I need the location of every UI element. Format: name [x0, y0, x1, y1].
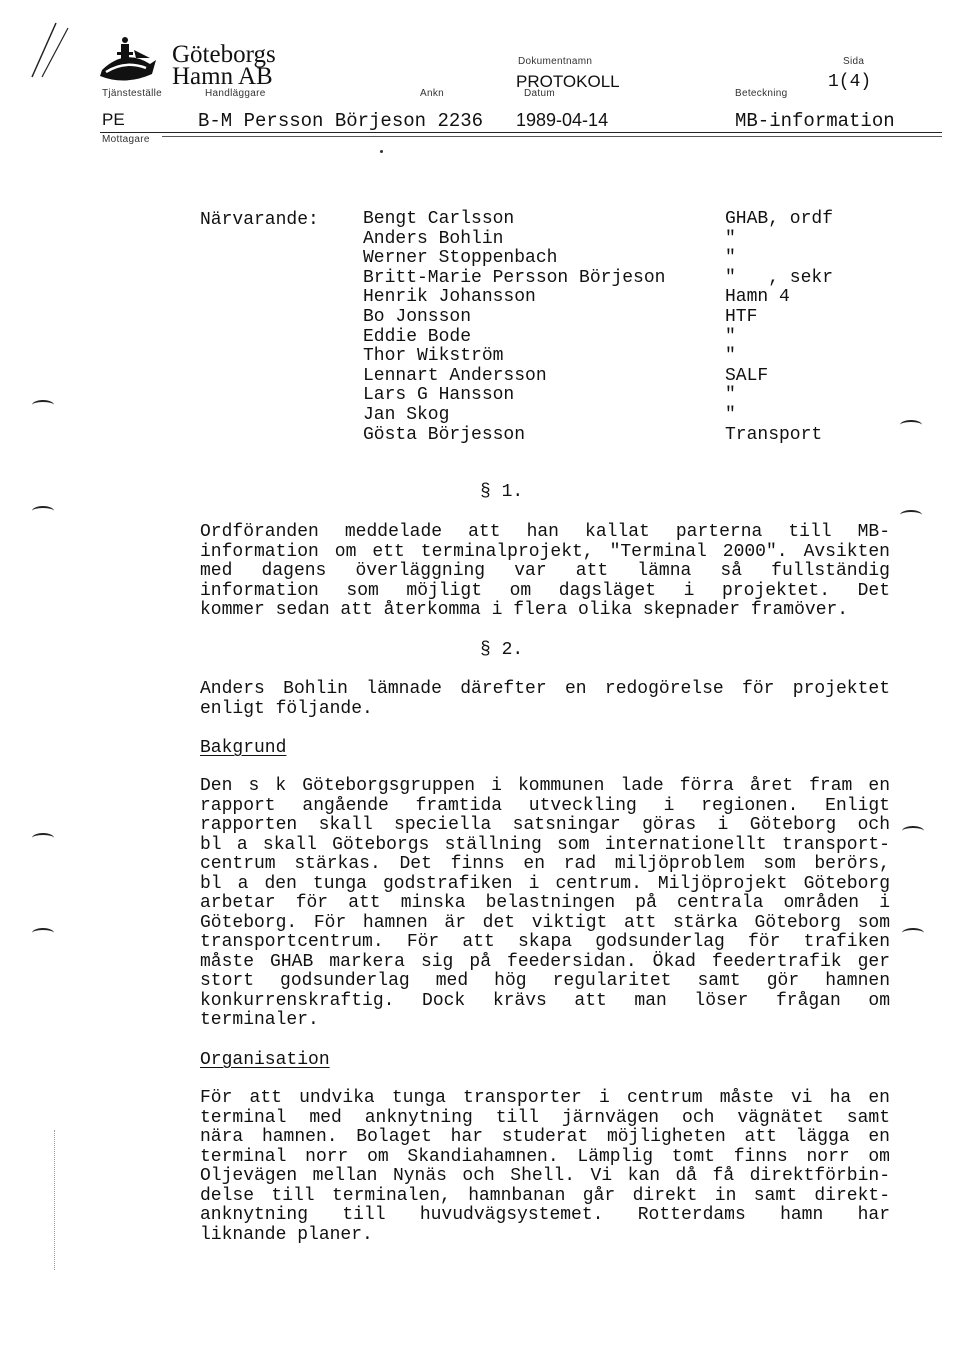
attendee-organisation: " — [725, 385, 736, 406]
designation-value: MB-information — [735, 110, 895, 132]
margin-mark — [900, 420, 922, 430]
organisation-line: terminal med anknytning till järnvägen och vägnätet samt — [200, 1107, 890, 1128]
organisation-text — [200, 1089, 890, 1245]
attendee-organisation: " — [725, 228, 736, 249]
section-2-heading: § 2. — [480, 640, 524, 660]
margin-mark — [32, 928, 54, 938]
margin-mark — [902, 928, 924, 938]
corner-mark — [24, 20, 74, 80]
organisation-line: nära hamnen. Bolaget har studerat möjligheten att lägga en — [200, 1127, 890, 1147]
company-logo — [92, 30, 162, 88]
organisation-line: terminal norr om Skandiahamnen. Lämplig tomt finns norr om — [200, 1146, 890, 1167]
bakgrund-line: Göteborg. För hamnen är det viktigt att stärka Göteborg som — [200, 912, 890, 933]
attendee-organisation: HTF — [725, 306, 758, 327]
bakgrund-line: Den s k Göteborgsgruppen i kommunen lade förra året fram en — [200, 776, 890, 796]
margin-mark — [32, 833, 54, 843]
bakgrund-line: rapporten skall speciella satsningar göras i Göteborg och — [200, 815, 890, 835]
date-label: Datum — [524, 88, 555, 99]
page-value: 1(4) — [828, 72, 872, 92]
bakgrund-line: centrum stärkas. Det finns en rad miljöproblem som berörs, — [200, 854, 890, 874]
attendee-name: Gösta Börjesson — [363, 424, 526, 445]
bakgrund-line: konkurrenskraftig. Dock krävs att man löser frågan om — [200, 990, 890, 1011]
attendee-name: Werner Stoppenbach — [363, 248, 558, 269]
attendee-organisation: " — [725, 326, 736, 347]
organisation-line: För att undvika tunga transporter i centrum måste vi ha en — [200, 1088, 890, 1108]
attendee-organisation: Hamn 4 — [725, 287, 790, 308]
organisation-heading-text: Organisation — [200, 1050, 330, 1070]
department-label: Tjänsteställe — [102, 88, 163, 99]
header-rule-lower — [162, 136, 942, 137]
attendee-organisation: Transport — [725, 424, 823, 445]
section-1-line: med dagens överläggning var att lämna så fullständig — [200, 561, 890, 581]
attendee-name: Anders Bohlin — [363, 228, 504, 249]
section-2-line: enligt följande. — [200, 698, 373, 719]
bakgrund-line: arbetar för att minska belastningen på centrala områden i — [200, 893, 890, 913]
attendee-organisation: GHAB, ordf — [725, 209, 834, 229]
organisation-line: delse till terminalen, hamnbanan går direkt in samt direkt- — [200, 1185, 890, 1206]
attendance-names — [363, 210, 665, 445]
attendance-orgs — [725, 210, 833, 445]
company-name-line2: Hamn AB — [172, 63, 273, 90]
receiver-label: Mottagare — [102, 134, 150, 145]
section-1-line: information om ett terminalprojekt, "Terminal 2000". Avsikten — [200, 541, 890, 562]
department-value: PE — [102, 110, 125, 129]
designation-label: Beteckning — [735, 88, 788, 99]
attendee-organisation: " — [725, 404, 736, 425]
document-name-value: PROTOKOLL — [516, 72, 620, 91]
punch-hole-trace — [54, 1130, 55, 1270]
section-1-heading: § 1. — [480, 482, 524, 502]
header-rule — [100, 132, 942, 133]
organisation-line: Oljevägen mellan Nynäs och Shell. Vi kan då få direktförbin- — [200, 1166, 890, 1186]
bakgrund-line: terminaler. — [200, 1010, 319, 1030]
bakgrund-line: bl a den tunga godstrafiken i centrum. Miljöprojekt Göteborg — [200, 873, 890, 894]
company-name-line1: Göteborgs — [172, 41, 276, 68]
annex-label: Ankn — [420, 88, 444, 99]
margin-mark — [900, 510, 922, 520]
attendee-name: Thor Wikström — [363, 346, 504, 367]
bakgrund-line: måste GHAB markera sig på feedersidan. Ökad feedertrafik ger — [200, 951, 890, 972]
attendee-organisation: " — [725, 248, 736, 269]
margin-mark — [32, 506, 54, 516]
attendee-name: Henrik Johansson — [363, 287, 536, 308]
attendee-name: Lars G Hansson — [363, 385, 515, 406]
attendee-organisation: SALF — [725, 365, 769, 386]
attendee-name: Bengt Carlsson — [363, 209, 515, 229]
attendance-label: Närvarande: — [200, 210, 319, 230]
organisation-line: liknande planer. — [200, 1224, 373, 1245]
section-1-text — [200, 523, 890, 621]
handled-by-label: Handläggare — [205, 88, 266, 99]
section-2-line: Anders Bohlin lämnade därefter en redogörelse för projektet — [200, 679, 890, 699]
organisation-heading — [200, 1050, 330, 1070]
attendee-organisation: " — [725, 346, 736, 367]
company-name — [172, 41, 276, 90]
attendee-name: Lennart Andersson — [363, 365, 547, 386]
attendee-name: Britt-Marie Persson Börjeson — [363, 267, 666, 288]
organisation-line: anknytning till huvudvägsystemet. Rotterdams hamn har — [200, 1205, 890, 1225]
attendee-name: Jan Skog — [363, 404, 450, 425]
bakgrund-line: bl a skall Göteborgs ställning som internationellt transport- — [200, 834, 890, 855]
section-2-text — [200, 680, 890, 719]
attendee-organisation: " , sekr — [725, 267, 834, 288]
document-name-label: Dokumentnamn — [518, 56, 593, 67]
date-value: 1989-04-14 — [516, 110, 609, 130]
section-1-line: information som möjligt om dagsläget i projektet. Det — [200, 580, 890, 601]
handled-by-value: B-M Persson Börjeson 2236 — [198, 110, 484, 132]
bakgrund-line: stort godsunderlag med hög regularitet samt gör hamnen — [200, 971, 890, 991]
bakgrund-line: rapport angående framtida utveckling i regionen. Enligt — [200, 795, 890, 816]
attendee-name: Eddie Bode — [363, 326, 472, 347]
stray-dot — [380, 150, 383, 153]
section-1-line: Ordföranden meddelade att han kallat parterna till MB- — [200, 522, 890, 542]
margin-mark — [902, 826, 924, 836]
page-label: Sida — [843, 56, 865, 67]
bakgrund-line: transportcentrum. För att skapa godsunderlag för trafiken — [200, 932, 890, 952]
section-1-line: kommer sedan att återkomma i flera olika skepnader framöver. — [200, 600, 849, 620]
margin-mark — [32, 400, 54, 410]
bakgrund-text — [200, 777, 890, 1031]
attendee-name: Bo Jonsson — [363, 306, 472, 327]
bakgrund-heading-text: Bakgrund — [200, 738, 287, 758]
bakgrund-heading — [200, 738, 286, 758]
